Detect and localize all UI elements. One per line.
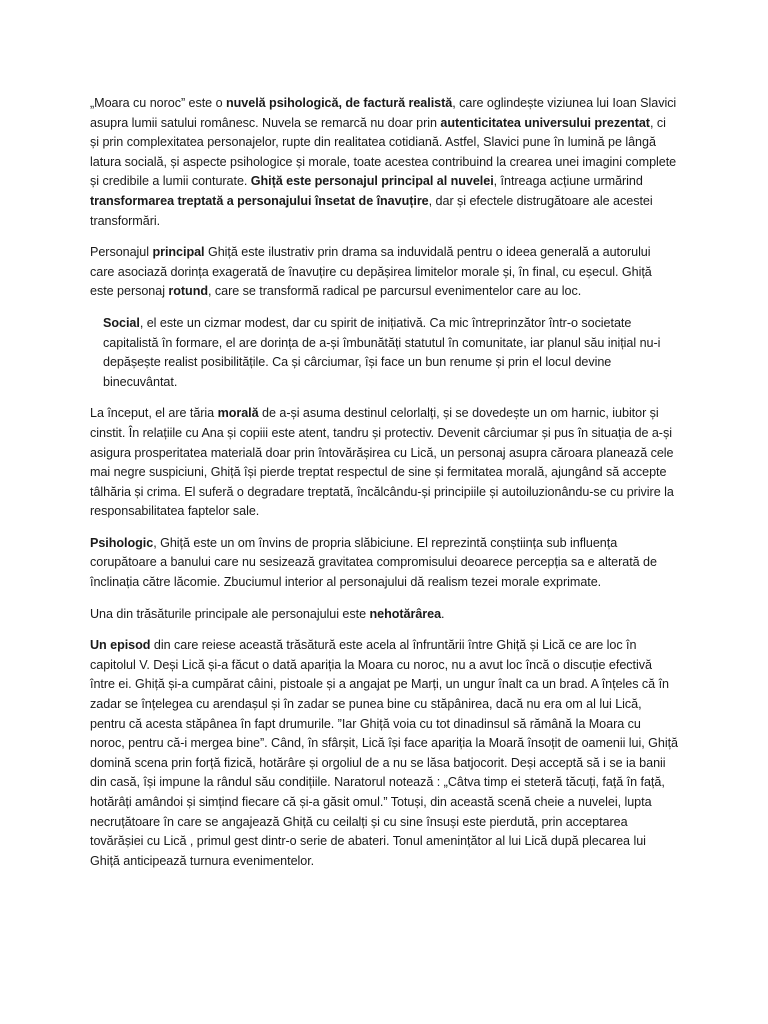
text-run: din care reiese această trăsătură este acela al înfruntării între Ghiță și Lică ce are loc în capitolul V. Deși Lică și-a făcut o dată apariția la Moara cu noroc, nu a avut loc încă o discuție efectivă între ei. Ghiță și-a cumpărat câini, pistoale și a angajat pe Marți, un ungur înalt ca un brad. A înțeles că în zadar se înțelegea cu arendașul și în zadar se punea bine cu stăpânirea, dacă nu era om al lui Lică, pentru că acesta stăpânea în fapt drumurile. ”Iar Ghiță voia cu tot dinadinsul să rămână la Moara cu noroc, pentru că-i mergea bine”. Când, în sfârșit, Lică își face apariția la Moară însoțit de oamenii lui, Ghiță domină scena prin forță fizică, hotărâre și orgoliul de a nu se lăsa batjocorit. Deși acceptă să i se ia banii din casă, își impune la rândul său condițiile. Naratorul notează : „Câtva timp ei steteră tăcuți, față în față, hotărâți amândoi și simțind fiecare că și-a găsit omul.” Totuși, din această scenă cheie a nuvelei, lupta necruțătoare în care se angajează Ghiță cu ceilalți și cu sine însuși este pierdută, prin acceptarea tovărășiei cu Lică , primul gest dintr-o serie de abateri. Tonul amenințător al lui Lică după plecarea lui Ghiță anticipează turnura evenimentelor. [90, 638, 678, 868]
text-run: , el este un cizmar modest, dar cu spirit de inițiativă. Ca mic întreprinzător într-o societate capitalistă în formare, el are dorința de a-și îmbunătăți statutul în comunitate, iar planul său inițial nu-i depășește realist posibilitățile. Ca și cârciumar, își face un bun renume și prin el locul devine binecuvântat. [103, 315, 661, 389]
bold-run: principal [152, 245, 205, 260]
paragraph-principal [90, 243, 678, 302]
text-run: , care se transformă radical pe parcursul evenimentelor care au loc. [208, 284, 582, 299]
bold-run: autenticitatea universului prezentat [440, 115, 650, 130]
bold-run: Un episod [90, 638, 151, 653]
text-run: Una din trăsăturile principale ale personajului este [90, 606, 370, 621]
bold-run: nuvelă psihologică, de factură realistă [226, 96, 453, 110]
bold-run: Psihologic [90, 535, 154, 550]
document-body [90, 94, 678, 883]
paragraph-psihologic [90, 534, 678, 593]
text-run: , ci și prin complexitatea personajelor, rupte din realitatea cotidiană. Astfel, Slavici pune în lumină pe lângă latura socială, și aspecte psihologice și morale, toate acestea contribuind la crearea unei imagini complete și credibile a lumii conturate. [90, 115, 677, 189]
text-run: La început, el are tăria [90, 406, 218, 421]
text-run: , dar și efectele distrugătoare ale acestei transformări. [90, 193, 653, 228]
text-run: , care oglindește viziunea lui Ioan Slavici asupra lumii satului românesc. Nuvela se remarcă nu doar prin [90, 96, 677, 130]
bold-run: nehotărârea [369, 606, 442, 621]
text-run: , întreaga acțiune urmărind [493, 174, 643, 189]
bold-run: rotund [168, 284, 208, 299]
text-run: Personajul [90, 245, 153, 260]
paragraph-episod [90, 636, 678, 871]
bold-run: transformarea treptată a personajului însetat de înavuțire [90, 193, 429, 208]
bold-run: Ghiță este personajul principal al nuvelei [250, 174, 494, 189]
paragraph-intro [90, 94, 678, 231]
bold-run: morală [217, 406, 259, 421]
text-run: . [441, 606, 445, 621]
paragraph-trasatura [90, 605, 678, 625]
paragraph-moral [90, 404, 678, 522]
text-run: „Moara cu noroc” este o [90, 96, 226, 110]
paragraph-social [90, 314, 678, 392]
text-run: Ghiță este ilustrativ prin drama sa induvidală pentru o ideea generală a autorului care asociază dorința exagerată de înavuțire cu depășirea limitelor morale și, în final, cu eșecul. Ghiță este personaj [90, 245, 652, 299]
text-run: de a-și asuma destinul celorlalți, și se dovedește un om harnic, iubitor și cinstit. În relațiile cu Ana și copiii este atent, tandru și protectiv. Devenit cârciumar și pus în situația de a-și asigura prosperitatea materială doar prin întovărășirea cu Lică, un personaj asupra căroara planează cele mai negre suspiciuni, Ghiță își pierde treptat respectul de sine și fermitatea morală, ajungând să accepte tâlhăria și crima. El suferă o degradare treptată, încălcându-și principiile și autoiluzionându-se cu privire la responsabilitatea faptelor sale. [90, 406, 674, 519]
text-run: , Ghiță este un om învins de propria slăbiciune. El reprezintă conștiința sub influența corupătoare a banului care nu sesizează gravitatea compromisului deoarece percepția sa e alterată de înclinația către lăcomie. Zbuciumul interior al personajului dă realism tezei morale exprimate. [90, 535, 657, 590]
bold-run: Social [103, 315, 140, 330]
